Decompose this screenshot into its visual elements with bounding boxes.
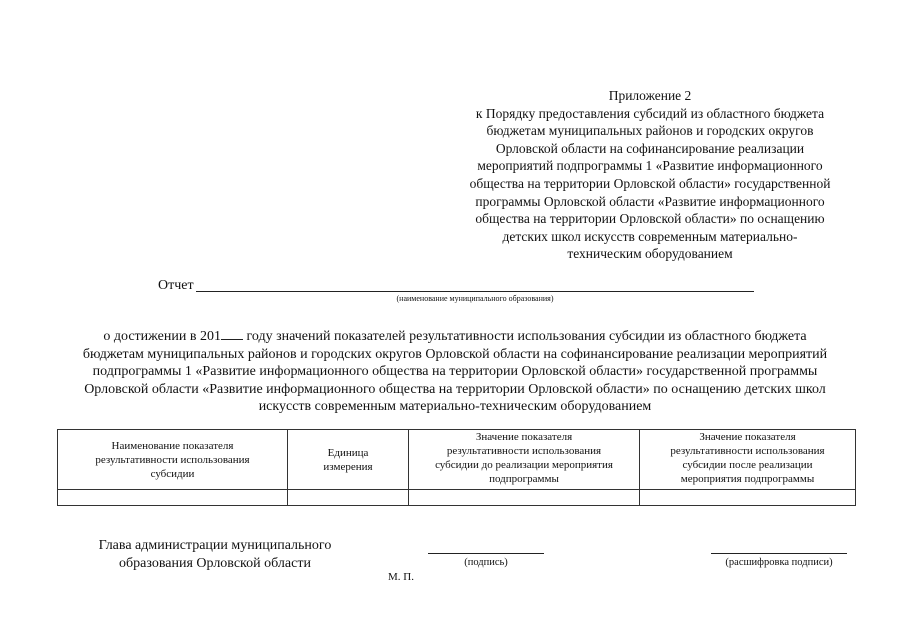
signature-decode-caption: (расшифровка подписи) bbox=[725, 557, 833, 568]
table-cell[interactable] bbox=[58, 490, 288, 506]
table-row bbox=[58, 490, 856, 506]
appendix-line: к Порядку предоставления субсидий из областного бюджета bbox=[475, 105, 825, 121]
signature-caption: (подпись) bbox=[464, 557, 508, 568]
header-value-before: Значение показателя результативности использования субсидии до реализации мероприятия подпрограммы bbox=[409, 430, 640, 490]
report-subject-line: бюджетам муниципальных районов и городских округов Орловской области на софинансирование реализации мероприятий bbox=[82, 346, 828, 362]
appendix-line: техническим оборудованием bbox=[567, 246, 733, 262]
table-cell[interactable] bbox=[640, 490, 856, 506]
report-subject-line: Орловской области «Развитие информационного общества на территории Орловской области» по оснащению детских школ bbox=[84, 381, 826, 397]
municipality-name-hint: (наименование муниципального образования) bbox=[396, 294, 554, 303]
appendix-line: программы Орловской области «Развитие информационного bbox=[475, 193, 825, 209]
report-label: Отчет bbox=[158, 278, 194, 293]
year-blank[interactable] bbox=[221, 327, 243, 340]
appendix-heading bbox=[440, 87, 860, 263]
year-suffix: году значений показателей результативности использования субсидии из областного бюджета bbox=[242, 329, 807, 344]
appendix-line: общества на территории Орловской области» государственной bbox=[469, 175, 831, 191]
report-subject-line: подпрограммы 1 «Развитие информационного общества на территории Орловской области» государственной программы bbox=[92, 364, 818, 379]
appendix-line: мероприятий подпрограммы 1 «Развитие информационного bbox=[477, 158, 823, 174]
appendix-line: Орловской области на софинансирование реализации bbox=[495, 140, 805, 156]
table-cell[interactable] bbox=[288, 490, 409, 506]
report-subject bbox=[60, 327, 850, 416]
report-subject-line bbox=[60, 327, 850, 346]
signer-title: Глава администрации муниципального образования Орловской области bbox=[98, 538, 332, 571]
header-unit: Единица измерения bbox=[288, 430, 409, 490]
signature-decode-field[interactable] bbox=[711, 553, 847, 554]
year-prefix: о достижении в 201 bbox=[103, 329, 221, 344]
appendix-line: детских школ искусств современным материально- bbox=[502, 228, 798, 244]
appendix-line: бюджетам муниципальных районов и городских округов bbox=[486, 123, 814, 139]
report-subject-line: искусств современным материально-техническим оборудованием bbox=[258, 399, 652, 414]
table-header-row bbox=[58, 430, 856, 490]
indicators-table bbox=[57, 429, 856, 506]
municipality-name-field[interactable] bbox=[196, 291, 754, 292]
appendix-line: Приложение 2 bbox=[608, 88, 692, 103]
header-value-after: Значение показателя результативности использования субсидии после реализации мероприятия подпрограммы bbox=[640, 430, 856, 490]
header-indicator-name: Наименование показателя результативности использования субсидии bbox=[58, 430, 288, 490]
signature-field[interactable] bbox=[428, 553, 544, 554]
table-cell[interactable] bbox=[409, 490, 640, 506]
appendix-line: общества на территории Орловской области» по оснащению bbox=[475, 211, 825, 227]
stamp-place: М. П. bbox=[388, 571, 414, 583]
